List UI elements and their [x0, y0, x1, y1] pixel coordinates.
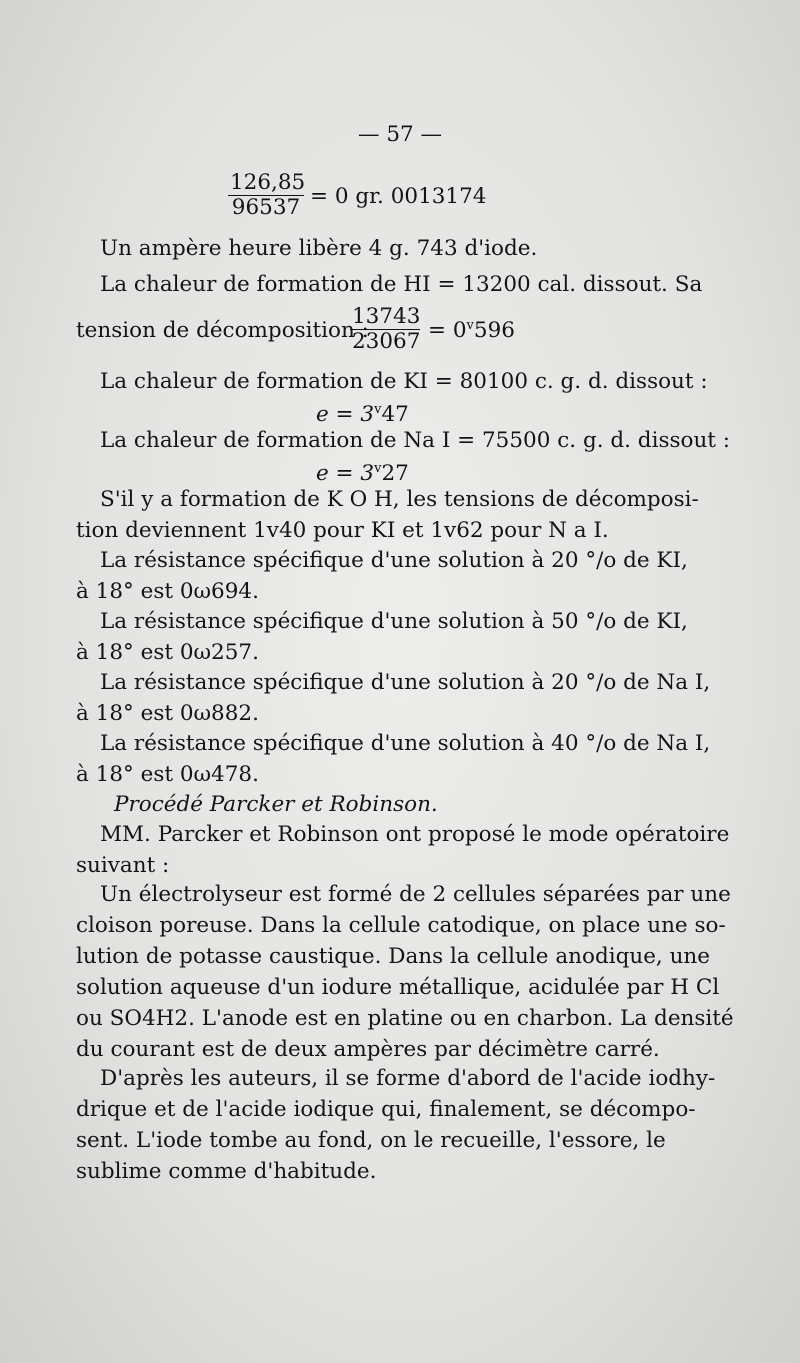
paragraph-ampere: Un ampère heure libère 4 g. 743 d'iode. [100, 236, 538, 261]
paragraph-ki: La chaleur de formation de KI = 80100 c. g. d. dissout : [100, 369, 708, 394]
equation-2-result-sup: v [466, 317, 474, 333]
page-number: — 57 — [357, 122, 443, 147]
paragraph-auteurs-line2: drique et de l'acide iodique qui, finalement, se décompo- [76, 1097, 696, 1122]
paragraph-hi-line1: La chaleur de formation de HI = 13200 cal. dissout. Sa [100, 272, 703, 297]
equation-3-post: 47 [381, 402, 409, 427]
paragraph-resistance-3-line1: La résistance spécifique d'une solution à 20 °/o de Na I, [100, 670, 711, 695]
equation-2-result-pre: = 0 [428, 318, 467, 343]
equation-3-pre: e = 3 [316, 402, 375, 427]
equation-2-result-post: 596 [473, 318, 515, 343]
paragraph-hi-line2: tension de décomposition : [76, 318, 369, 343]
paragraph-auteurs-line4: sublime comme d'habitude. [76, 1159, 377, 1184]
equation-3 [316, 402, 409, 428]
fraction-1-denominator: 96537 [231, 195, 301, 220]
paragraph-mm-line2: suivant : [76, 853, 170, 878]
equation-3-sup: v [374, 401, 382, 417]
paragraph-koh-line1: S'il y a formation de K O H, les tensions de décomposi- [100, 487, 699, 512]
paragraph-auteurs-line1: D'après les auteurs, il se forme d'abord de l'acide iodhy- [100, 1066, 716, 1091]
paragraph-nai: La chaleur de formation de Na I = 75500 c. g. d. dissout : [100, 428, 731, 453]
equation-4-sup: v [374, 460, 382, 476]
paragraph-electrolyseur-line1: Un électrolyseur est formé de 2 cellules séparées par une [100, 882, 731, 907]
paragraph-electrolyseur-line5: ou SO4H2. L'anode est en platine ou en charbon. La densité [76, 1006, 734, 1031]
fraction-1 [228, 171, 304, 220]
paragraph-resistance-4-line2: à 18° est 0ω478. [76, 762, 259, 787]
equation-4-post: 27 [381, 461, 409, 486]
fraction-1-numerator: 126,85 [230, 170, 306, 195]
fraction-2 [350, 305, 420, 354]
equation-2-result [428, 318, 515, 344]
paragraph-electrolyseur-line2: cloison poreuse. Dans la cellule catodique, on place une so- [76, 913, 726, 938]
fraction-2-denominator: 23067 [352, 329, 421, 354]
paragraph-mm-line1: MM. Parcker et Robinson ont proposé le mode opératoire [100, 822, 730, 847]
equation-1-result: = 0 gr. 0013174 [310, 184, 487, 209]
paragraph-electrolyseur-line6: du courant est de deux ampères par décimètre carré. [76, 1037, 660, 1062]
paragraph-resistance-3-line2: à 18° est 0ω882. [76, 701, 259, 726]
paragraph-resistance-1-line1: La résistance spécifique d'une solution à 20 °/o de KI, [100, 548, 688, 573]
paragraph-koh-line2: tion deviennent 1v40 pour KI et 1v62 pour N a I. [76, 518, 609, 543]
paragraph-resistance-2-line1: La résistance spécifique d'une solution à 50 °/o de KI, [100, 609, 688, 634]
paragraph-resistance-1-line2: à 18° est 0ω694. [76, 579, 259, 604]
paragraph-electrolyseur-line4: solution aqueuse d'un iodure métallique, acidulée par H Cl [76, 975, 720, 1000]
equation-4-pre: e = 3 [316, 461, 375, 486]
equation-4 [316, 461, 409, 487]
paragraph-auteurs-line3: sent. L'iode tombe au fond, on le recueille, l'essore, le [76, 1128, 666, 1153]
section-heading: Procédé Parcker et Robinson. [114, 792, 438, 817]
paragraph-resistance-2-line2: à 18° est 0ω257. [76, 640, 259, 665]
paragraph-electrolyseur-line3: lution de potasse caustique. Dans la cellule anodique, une [76, 944, 710, 969]
fraction-2-numerator: 13743 [352, 304, 421, 329]
paragraph-resistance-4-line1: La résistance spécifique d'une solution à 40 °/o de Na I, [100, 731, 711, 756]
